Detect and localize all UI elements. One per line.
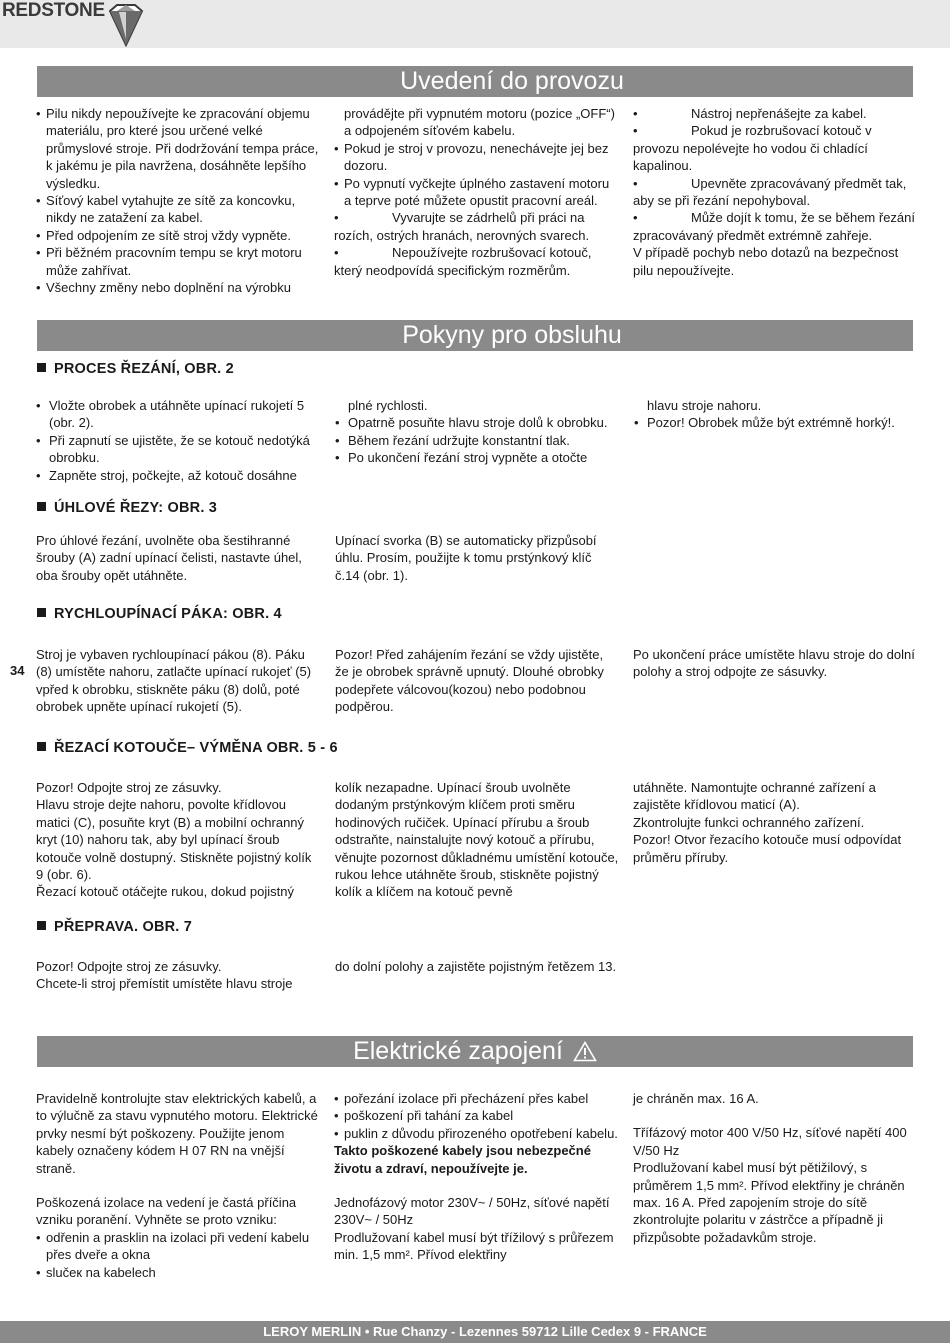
list-item: • Vložte obrobek a utáhněte upínací rukojetí 5 (obr. 2). — [36, 397, 318, 432]
paragraph: Pravidelně kontrolujte stav elektrických kabelů, a to výlučně za stavu vypnutého motoru. Elektrické prvky nesmí být poškozeny. Použijte jenom kabely označeny kódem H 07 RN na vnější straně. — [36, 1091, 318, 1176]
list-item: • Pokud je stroj v provozu, nenechávejte jej bez dozoru. — [334, 140, 620, 175]
list-item: • Upevněte zpracovávaný předmět tak, aby se při řezání nepohyboval. — [633, 175, 907, 209]
paragraph: Pro úhlové řezání, uvolněte oba šestihranné šrouby (A) zadní upínací čelisti, nastavte úhel, oba šrouby opět utáhněte. — [36, 533, 302, 583]
proces-column-3 — [634, 397, 919, 432]
paka-column-1 — [36, 646, 322, 716]
list-item: • Po vypnutí vyčkejte úplného zastavení motoru a teprve poté můžete opustit pracovní areál. — [334, 175, 620, 210]
list-item: • Zapněte stroj, počkejte, až kotouč dosáhne — [36, 467, 318, 484]
list-item: • Opatrně posuňte hlavu stroje dolů k obrobku. — [335, 414, 615, 431]
paragraph: Jednofázový motor 230V~ / 50Hz, síťové napětí 230V~ / 50Hz — [334, 1195, 610, 1228]
uhlove-column-1 — [36, 532, 321, 584]
square-bullet-icon — [37, 921, 46, 930]
square-bullet-icon — [37, 742, 46, 751]
paragraph: Prodlužovaní kabel musí být třížilový s průřezem min. 1,5 mm². Přívod elektřiny — [334, 1229, 614, 1263]
subheading-uhlove: ÚHLOVÉ ŘEZY: OBR. 3 — [37, 499, 217, 517]
proces-column-1 — [36, 397, 318, 484]
paragraph: Třífázový motor 400 V/50 Hz, síťové napětí 400 V/50 Hz — [633, 1125, 907, 1158]
section-title: Pokyny pro obsluhu — [402, 321, 622, 349]
page-number: 34 — [10, 663, 25, 678]
subheading-kotouce: ŘEZACÍ KOTOUČE– VÝMĚNA OBR. 5 - 6 — [37, 739, 338, 757]
footer-text: LEROY MERLIN • Rue Chanzy - Lezennes 59712 Lille Cedex 9 - FRANCE — [263, 1324, 707, 1339]
list-item: • Nepoužívejte rozbrušovací kotouč, který neodpovídá specifickým rozměrům. — [334, 245, 592, 278]
section-header-elektricke — [37, 1036, 913, 1067]
list-item: • Po ukončení řezání stroj vypněte a otočte — [335, 449, 615, 466]
warning-text: Takto poškozené kabely jsou nebezpečné životu a zdraví, nepoužívejte je. — [334, 1143, 591, 1176]
paragraph: Pozor! Před zahájením řezání se vždy ujistěte, že je obrobek správně upnutý. Dlouhé obrobky podepřete válcovou(kozou) nebo podobnou podpěrou. — [335, 647, 604, 715]
preprava-column-2 — [335, 958, 620, 975]
paragraph: Upínací svorka (B) se automaticky přizpůsobí úhlu. Prosím, použijte k tomu prstýnkový klíč č.14 (obr. 1). — [335, 533, 597, 583]
square-bullet-icon — [37, 502, 46, 511]
section-header-pokyny — [37, 320, 913, 351]
uvedeni-column-1 — [36, 105, 320, 296]
list-item: • Před odpojením ze sítě stroj vždy vypněte. — [36, 227, 320, 244]
elektricke-column-1 — [36, 1090, 321, 1281]
continued-text: plné rychlosti. — [348, 398, 428, 413]
paragraph: Prodlužovaní kabel musí být pětižilový, s průměrem 1,5 mm². Přívod elektřiny je chráněn max. 16 A. Před zapojením stroje do sítě zkontrolujte polaritu v zástrčce a případně ji přizpůsobte požadavkům stroje. — [633, 1160, 905, 1245]
paragraph: Pozor! Odpojte stroj ze zásuvky. — [36, 959, 222, 974]
subheading-paka: RYCHLOUPÍNACÍ PÁKA: OBR. 4 — [37, 605, 282, 623]
list-item: • odřenin a prasklin na izolaci při vedení kabelu přes dveře a okna — [36, 1229, 321, 1264]
list-item: • poškození při tahání za kabel — [334, 1107, 619, 1124]
paka-column-2 — [335, 646, 615, 716]
brand-logo — [2, 1, 145, 47]
section-header-uvedeni — [37, 66, 913, 97]
list-item: • Všechny změny nebo doplnění na výrobku — [36, 279, 320, 296]
preprava-column-1 — [36, 958, 322, 993]
paragraph: Chcete-li stroj přemístit umístěte hlavu stroje — [36, 976, 293, 992]
paragraph: Zkontrolujte funkci ochranného zařízení. — [633, 814, 865, 830]
kotouce-column-2 — [335, 779, 622, 901]
subheading-proces: PROCES ŘEZÁNÍ, OBR. 2 — [37, 360, 234, 378]
warning-icon — [573, 1041, 597, 1062]
proces-column-2 — [335, 397, 615, 467]
square-bullet-icon — [37, 363, 46, 372]
continued-text: hlavu stroje nahoru. — [647, 398, 762, 413]
list-item: • Nástroj nepřenášejte za kabel. — [633, 106, 867, 121]
elektricke-column-2 — [334, 1090, 619, 1264]
list-item: • Pozor! Obrobek může být extrémně horký!. — [634, 414, 919, 431]
paragraph: do dolní polohy a zajistěte pojistným řetězem 13. — [335, 959, 617, 974]
list-item: • puklin z důvodu přirozeného opotřebení kabelu. — [334, 1125, 619, 1142]
list-item: • Během řezání udržujte konstantní tlak. — [335, 432, 615, 449]
uhlove-column-2 — [335, 532, 615, 584]
paragraph: Pozor! Odpojte stroj ze zásuvky. — [36, 780, 222, 795]
uvedeni-column-2 — [334, 105, 620, 279]
brand-name: REDSTONE — [2, 0, 105, 21]
kotouce-column-1 — [36, 779, 322, 901]
paragraph: Pozor! Otvor řezacího kotouče musí odpovídat průměru příruby. — [633, 832, 902, 865]
diamond-icon — [107, 3, 145, 47]
elektricke-column-3 — [633, 1090, 918, 1246]
list-item: • Vyvarujte se zádrhelů při práci na rozích, ostrých hranách, nerovných svarech. — [334, 210, 590, 243]
paragraph: utáhněte. Namontujte ochranné zařízení a zajistěte křídlovou maticí (A). — [633, 780, 876, 813]
safety-note: V případě pochyb nebo dotazů na bezpečnost pilu nepoužívejte. — [633, 245, 899, 278]
list-item: • Při běžném pracovním tempu se kryt motoru může zahřívat. — [36, 244, 320, 279]
paragraph: Poškozená izolace na vedení je častá příčina vzniku poranění. Vyhněte se proto vzniku: — [36, 1195, 297, 1228]
paragraph: je chráněn max. 16 A. — [633, 1091, 759, 1106]
list-item: • pořezání izolace při přecházení přes kabel — [334, 1090, 619, 1107]
footer-bar — [0, 1321, 950, 1343]
section-title: Uvedení do provozu — [400, 67, 624, 95]
list-item: • Síťový kabel vytahujte ze sítě za koncovku, nikdy ne zatažení za kabel. — [36, 192, 320, 227]
header-bar — [0, 0, 950, 48]
section-title: Elektrické zapojení — [353, 1037, 563, 1065]
list-item: • slučeк na kabelech — [36, 1264, 321, 1281]
paragraph: Hlavu stroje dejte nahoru, povolte křídlovou matici (C), posuňte kryt (B) a mobilní ochranný kryt (10) nahoru tak, aby byl upínací šroub kotouče volně dostupný. Stiskněte pojistný kolík 9 (obr. 6). — [36, 797, 312, 883]
kotouce-column-3 — [633, 779, 918, 866]
uvedeni-column-3 — [633, 105, 918, 279]
subheading-preprava: PŘEPRAVA. OBR. 7 — [37, 918, 192, 936]
square-bullet-icon — [37, 608, 46, 617]
list-item: • Pilu nikdy nepoužívejte ke zpracování objemu materiálu, pro které jsou určené velké průmyslové stroje. Při dodržování tempa práce, k jakému je pila navržena, dosáhněte lepšího výsledku. — [36, 105, 320, 192]
list-item: • Pokud je rozbrušovací kotouč v provozu nepolévejte ho vodou či chladící kapalinou. — [633, 123, 872, 174]
list-item: • Může dojít k tomu, že se během řezání zpracovávaný předmět extrémně zahřeje. — [633, 210, 915, 243]
paragraph: Po ukončení práce umístěte hlavu stroje do dolní polohy a stroj odpojte ze sásuvky. — [633, 647, 915, 680]
continued-text: provádějte při vypnutém motoru (pozice „OFF“) a odpojeném síťovém kabelu. — [344, 106, 615, 139]
paragraph: Stroj je vybaven rychloupínací pákou (8). Páku (8) umístěte nahoru, zatlačte upínací rukojeť (5) vpřed k obrobku, stiskněte páku (8) dolů, poté obrobek upněte upínací rukojetí (5). — [36, 647, 312, 715]
paka-column-3 — [633, 646, 918, 681]
paragraph: Řezací kotouč otáčejte rukou, dokud pojistný — [36, 884, 294, 900]
paragraph: kolík nezapadne. Upínací šroub uvolněte dodaným prstýnkovým klíčem proti směru hodinových ručiček. Upínací přírubu a šroub odstraňte, nainstalujte nový kotouč a přírubu, věnujte pozornost důkladnému umístění kotouče, rukou lehce utáhněte šroub, stiskněte pojistný kolík a klíčem na kotouč pevně — [335, 780, 619, 900]
list-item: • Při zapnutí se ujistěte, že se kotouč nedotýká obrobku. — [36, 432, 318, 467]
